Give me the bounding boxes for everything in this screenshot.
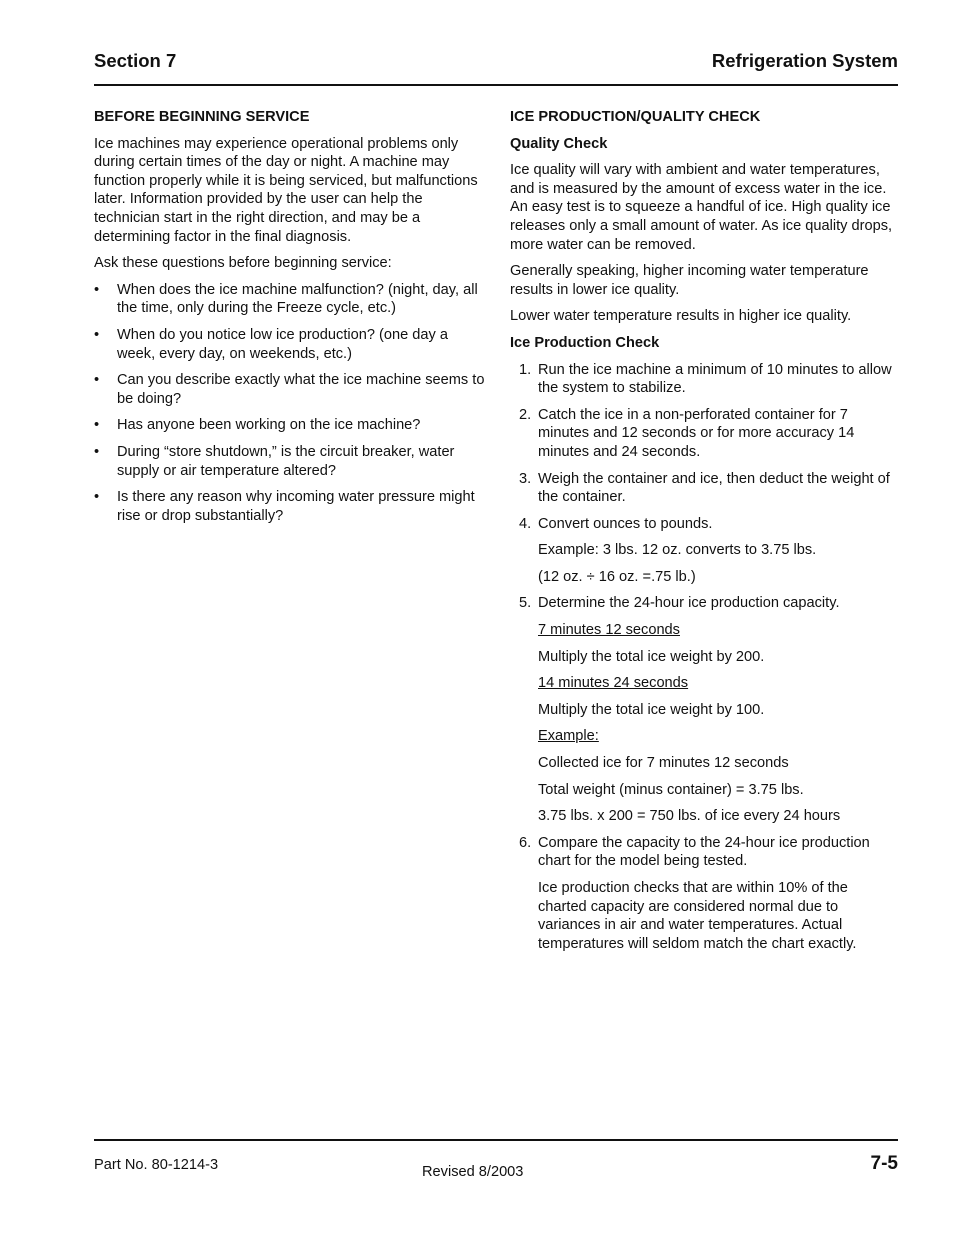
step-6 — [510, 834, 900, 954]
step-4 — [510, 515, 900, 587]
timing-label-long: 14 minutes 24 seconds — [538, 675, 689, 692]
list-item-text: During “store shutdown,” is the circuit breaker, water supply or air temperature altered? — [117, 443, 455, 479]
quality-paragraph-2: Generally speaking, higher incoming water temperature results in lower ice quality. — [510, 263, 869, 298]
step-detail: Ice production checks that are within 10% of the charted capacity are considered normal due to variances in air and water temperatures. Actual temperatures will seldom match the chart exactly. — [538, 880, 857, 952]
step-detail: Multiply the total ice weight by 200. — [538, 648, 765, 665]
step-number: 3. — [519, 470, 532, 487]
list-item — [94, 416, 486, 435]
step-number: 5. — [519, 595, 532, 612]
bullet-glyph: • — [94, 443, 100, 460]
page-number: 7-5 — [870, 1153, 898, 1174]
step-detail: (12 oz. ÷ 16 oz. =.75 lb.) — [538, 568, 696, 585]
before-service-heading: BEFORE BEGINNING SERVICE — [94, 109, 310, 125]
step-2 — [510, 406, 900, 462]
step-text: Determine the 24-hour ice production capacity. — [538, 595, 840, 612]
production-steps — [510, 361, 900, 954]
revision-date: Revised 8/2003 — [422, 1164, 524, 1180]
example-label: Example: — [538, 728, 599, 745]
step-text: Convert ounces to pounds. — [538, 515, 713, 532]
step-number: 6. — [519, 834, 532, 851]
example-line: Collected ice for 7 minutes 12 seconds — [538, 755, 789, 772]
list-item-text: Can you describe exactly what the ice machine seems to be doing? — [117, 372, 485, 407]
list-item — [94, 281, 486, 318]
step-number: 2. — [519, 406, 532, 423]
step-text: Weigh the container and ice, then deduct the weight of the container. — [538, 470, 890, 506]
section-label: Section 7 — [94, 50, 177, 71]
intro-paragraph: Ice machines may experience operational problems only during certain times of the day or night. A machine may function properly while it is being serviced, but malfunctions later. Information provided by the user can help the technician start in the right direction, and may be a determining factor in the final diagnosis. — [94, 135, 478, 245]
list-item — [94, 326, 486, 363]
right-column — [510, 108, 900, 961]
step-detail: Example: 3 lbs. 12 oz. converts to 3.75 lbs. — [538, 542, 817, 559]
quality-paragraph-3: Lower water temperature results in higher ice quality. — [510, 308, 852, 325]
chapter-title: Refrigeration System — [711, 50, 898, 71]
step-3 — [510, 470, 900, 507]
list-item-text: When does the ice machine malfunction? (night, day, all the time, only during the Freeze cycle, etc.) — [117, 281, 478, 317]
list-item — [94, 443, 486, 480]
step-1 — [510, 361, 900, 398]
ask-paragraph: Ask these questions before beginning service: — [94, 255, 392, 272]
quality-paragraph-1: Ice quality will vary with ambient and water temperatures, and is measured by the amount of excess water in the ice. An easy test is to squeeze a handful of ice. High quality ice releases only a small amount of water. As ice quality drops, more water can be removed. — [510, 162, 893, 253]
left-column — [94, 108, 486, 533]
step-5 — [510, 594, 900, 825]
bullet-glyph: • — [94, 489, 100, 506]
list-item — [94, 371, 486, 408]
question-list — [94, 281, 486, 526]
step-number: 1. — [519, 361, 532, 378]
example-line: 3.75 lbs. x 200 = 750 lbs. of ice every 24 hours — [538, 808, 841, 825]
production-check-heading: Ice Production Check — [510, 334, 660, 351]
step-detail: Multiply the total ice weight by 100. — [538, 701, 765, 718]
footer-divider — [94, 1139, 898, 1141]
bullet-glyph: • — [94, 326, 100, 343]
bullet-glyph: • — [94, 372, 100, 389]
part-number: Part No. 80-1214-3 — [94, 1157, 219, 1173]
list-item-text: Is there any reason why incoming water pressure might rise or drop substantially? — [117, 489, 475, 524]
bullet-glyph: • — [94, 281, 100, 298]
list-item — [94, 488, 486, 525]
step-number: 4. — [519, 515, 532, 532]
step-text: Catch the ice in a non-perforated container for 7 minutes and 12 seconds or for more accuracy 14 minutes and 24 seconds. — [538, 406, 855, 460]
list-item-text: Has anyone been working on the ice machine? — [117, 417, 421, 434]
list-item-text: When do you notice low ice production? (one day a week, every day, on weekends, etc.) — [117, 326, 448, 362]
quality-check-heading: Quality Check — [510, 135, 608, 152]
step-text: Run the ice machine a minimum of 10 minutes to allow the system to stabilize. — [538, 361, 892, 397]
step-text: Compare the capacity to the 24-hour ice production chart for the model being tested. — [538, 834, 870, 870]
example-line: Total weight (minus container) = 3.75 lbs. — [538, 781, 804, 798]
timing-label-short: 7 minutes 12 seconds — [538, 622, 680, 639]
page-header — [94, 50, 898, 86]
bullet-glyph: • — [94, 417, 100, 434]
ice-check-heading: ICE PRODUCTION/QUALITY CHECK — [510, 109, 761, 125]
